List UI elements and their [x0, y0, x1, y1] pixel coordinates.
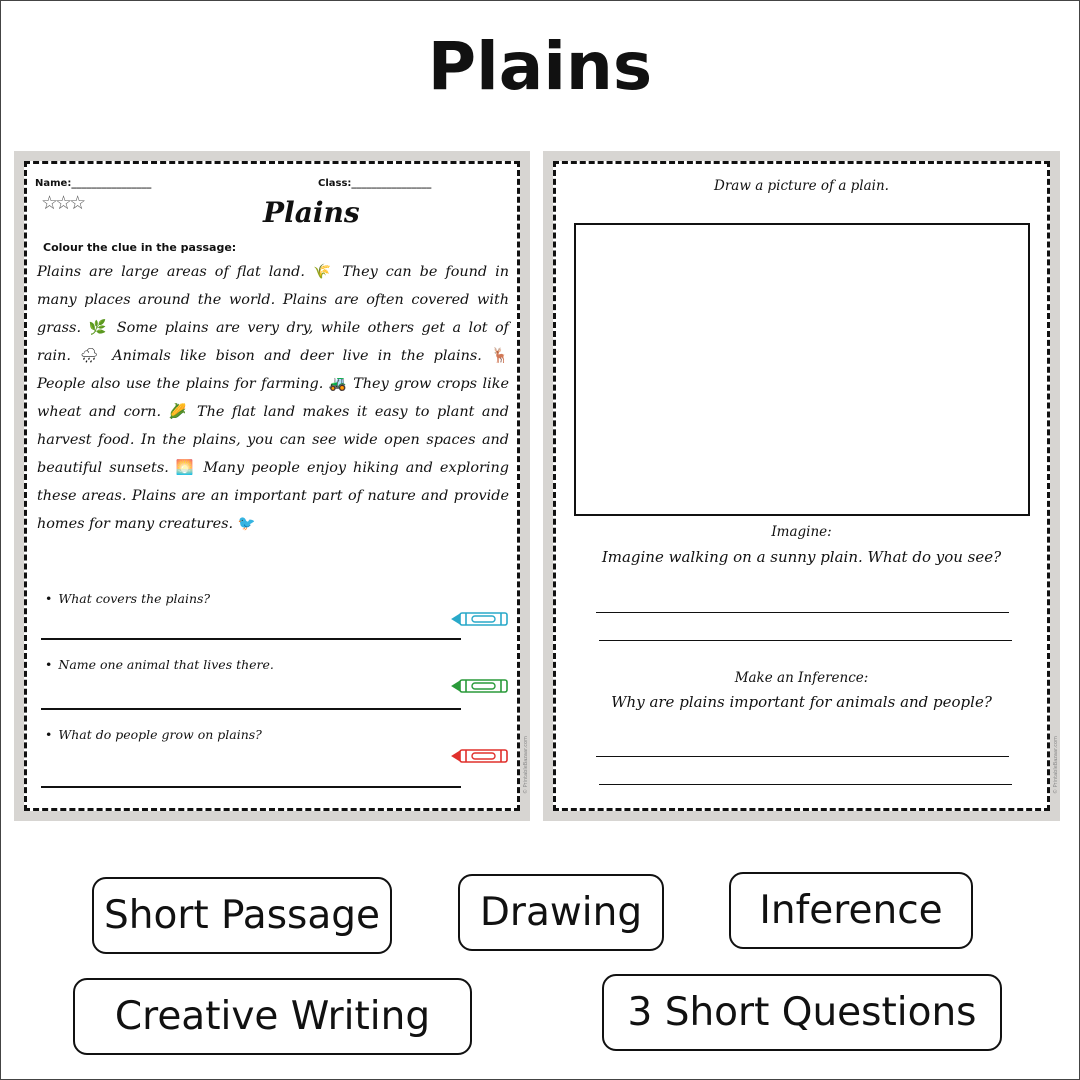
left-worksheet [24, 161, 529, 811]
inference-heading: Make an Inference: [734, 670, 869, 686]
worksheet-title: Plains [263, 196, 360, 229]
crayon-icon-red [451, 748, 509, 764]
emoji-icon: 🌾 [312, 264, 335, 280]
passage-line: beautiful sunsets. 🌅 Many people enjoy hiking and exploring [37, 460, 510, 476]
emoji-icon: 🦌 [491, 348, 509, 364]
answer-line-1 [41, 638, 461, 640]
tag-creative-writing: Creative Writing [73, 978, 472, 1055]
emoji-icon: 🌽 [168, 404, 190, 420]
crayon-icon-green [451, 678, 509, 694]
tag-3-short-questions: 3 Short Questions [602, 974, 1002, 1051]
answer-line-3 [41, 786, 461, 788]
inference-answer-line-2 [599, 784, 1012, 785]
passage-line: rain. 🌧 Animals like bison and deer live in the plains. 🦌 [37, 348, 509, 364]
inference-prompt: Why are plains important for animals and people? [611, 693, 992, 711]
tag-drawing: Drawing [458, 874, 664, 951]
page-title: Plains [427, 28, 653, 105]
name-field-label: Name:________________ [35, 178, 152, 189]
copyright-note-right: © PrintableBazaar.com [1053, 736, 1059, 794]
right-worksheet [553, 161, 1059, 811]
passage-line: these areas. Plains are an important part of nature and provide [37, 488, 509, 504]
imagine-prompt: Imagine walking on a sunny plain. What do you see? [601, 548, 1002, 566]
tag-short-passage: Short Passage [92, 877, 392, 954]
rating-stars: ☆☆☆ [41, 192, 84, 214]
passage-line: Plains are large areas of flat land. 🌾 They can be found in [37, 264, 509, 280]
copyright-note: © PrintableBazaar.com [523, 736, 529, 794]
passage-line: People also use the plains for farming. 🚜 They grow crops like [37, 376, 509, 392]
reading-passage [37, 258, 509, 538]
question-2: • Name one animal that lives there. [45, 657, 274, 672]
emoji-icon: 🌅 [175, 460, 197, 476]
drawing-box[interactable] [574, 223, 1030, 516]
passage-line: harvest food. In the plains, you can see wide open spaces and [37, 432, 509, 448]
inference-answer-line-1 [596, 756, 1009, 757]
question-3: • What do people grow on plains? [45, 727, 262, 742]
imagine-heading: Imagine: [771, 524, 832, 540]
emoji-icon: 🌧 [80, 348, 104, 364]
imagine-answer-line-2 [599, 640, 1012, 641]
passage-line: homes for many creatures. 🐦 [37, 516, 256, 532]
instruction-text: Colour the clue in the passage: [43, 241, 237, 254]
passage-line: wheat and corn. 🌽 The flat land makes it easy to plant and [37, 404, 509, 420]
tag-inference: Inference [729, 872, 973, 949]
emoji-icon: 🐦 [237, 516, 256, 532]
class-field-label: Class:________________ [318, 178, 432, 189]
passage-line: many places around the world. Plains are often covered with [37, 292, 509, 308]
passage-line: grass. 🌿 Some plains are very dry, while others get a lot of [37, 320, 509, 336]
crayon-icon-blue [451, 611, 509, 627]
draw-prompt: Draw a picture of a plain. [714, 178, 889, 194]
question-1: • What covers the plains? [45, 591, 211, 606]
answer-line-2 [41, 708, 461, 710]
imagine-answer-line-1 [596, 612, 1009, 613]
emoji-icon: 🚜 [328, 376, 348, 392]
emoji-icon: 🌿 [88, 320, 110, 336]
